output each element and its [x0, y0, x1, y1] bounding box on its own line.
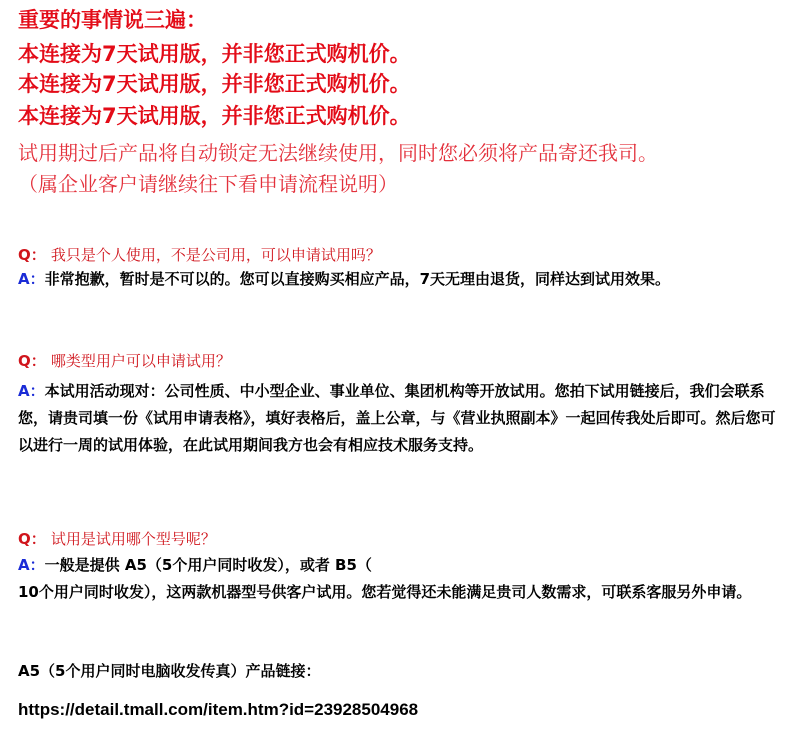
question-mark: Q： — [18, 352, 46, 370]
notice-repeat-1: 本连接为7天试用版，并非您正式购机价。 — [18, 42, 411, 66]
answer-mark: A： — [18, 556, 45, 574]
answer-line-1: 一般是提供 A5（5个用户同时收发），或者 B5（ — [44, 556, 372, 574]
faq-question-2 — [18, 350, 231, 371]
answer-mark: A： — [18, 382, 45, 400]
notice-repeat-3: 本连接为7天试用版，并非您正式购机价。 — [18, 104, 411, 128]
notice-title: 重要的事情说三遍： — [18, 8, 207, 32]
product-link-label: A5（5个用户同时电脑收发传真）产品链接： — [18, 662, 321, 680]
question-mark: Q： — [18, 530, 46, 548]
answer-text: 10个用户同时收发），这两款机器型号供客户试用。您若觉得还未能满足贵司人数需求，可联系客服另外申请。 — [18, 583, 752, 601]
product-link-url[interactable]: https://detail.tmall.com/item.htm?id=23928504968 — [18, 700, 419, 719]
answer-mark: A： — [18, 270, 45, 288]
faq-answer-3 — [18, 552, 778, 606]
question-text: 我只是个人使用，不是公司用，可以申请试用吗？ — [50, 246, 381, 264]
notice-enterprise-note: （属企业客户请继续往下看申请流程说明） — [18, 172, 398, 196]
notice-warning: 试用期过后产品将自动锁定无法继续使用，同时您必须将产品寄还我司。 — [18, 141, 658, 165]
faq-question-3 — [18, 528, 216, 549]
answer-text: 本试用活动现对：公司性质、中小型企业、事业单位、集团机构等开放试用。您拍下试用链接后，我们会联系您，请贵司填一份《试用申请表格》，填好表格后，盖上公章，与《营业执照副本》一起回传我处后即可。然后您可以进行一周的试用体验，在此试用期间我方也会有相应技术服务支持。 — [18, 382, 776, 454]
answer-text: 非常抱歉，暂时是不可以的。您可以直接购买相应产品，7天无理由退货，同样达到试用效果。 — [44, 270, 671, 288]
question-text: 哪类型用户可以申请试用？ — [50, 352, 231, 370]
faq-answer-1 — [18, 266, 778, 293]
question-text: 试用是试用哪个型号呢？ — [50, 530, 216, 548]
question-mark: Q： — [18, 246, 46, 264]
faq-answer-2 — [18, 378, 778, 459]
faq-question-1 — [18, 244, 381, 265]
notice-repeat-2: 本连接为7天试用版，并非您正式购机价。 — [18, 72, 411, 96]
